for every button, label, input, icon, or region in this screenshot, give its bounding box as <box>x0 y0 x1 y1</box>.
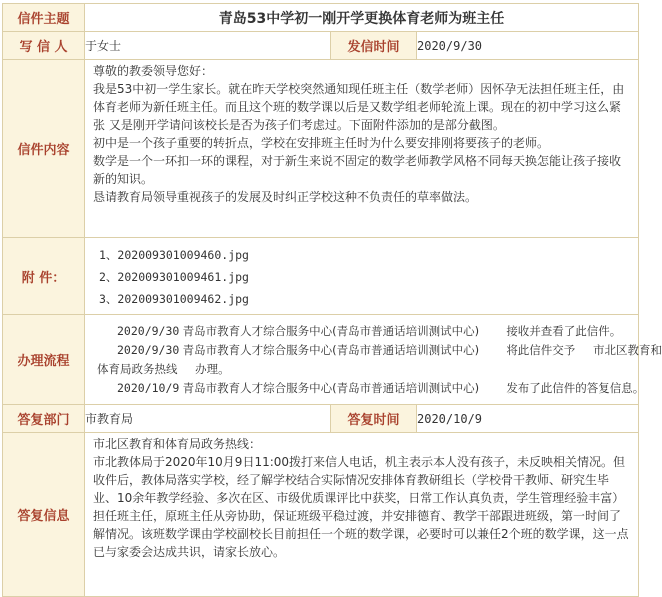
reply-dept: 市教育局 <box>85 405 331 433</box>
process-org: 青岛市教育人才综合服务中心(青岛市普通话培训测试中心) <box>182 342 480 357</box>
writer-row <box>3 32 639 60</box>
writer-name: 于女士 <box>85 32 331 60</box>
process-org: 青岛市教育人才综合服务中心(青岛市普通话培训测试中心) <box>182 380 480 395</box>
content-cell <box>85 60 639 238</box>
content-paragraph: 尊敬的教委领导您好： <box>93 64 214 78</box>
process-date: 2020/10/9 <box>117 380 180 395</box>
reply-paragraph: 市北区教育和体育局政务热线： <box>93 437 262 451</box>
content-paragraph: 恳请教育局领导重视孩子的发展及时纠正学校这种不负责任的草率做法。 <box>93 190 478 204</box>
process-cell <box>85 315 662 405</box>
process-target-cont: 体育局政务热线 <box>97 361 178 376</box>
sent-time: 2020/9/30 <box>417 32 639 60</box>
subject-cell <box>85 4 639 32</box>
attachment-link[interactable]: 2、202009301009461.jpg <box>99 270 249 284</box>
reply-info-row <box>3 433 639 597</box>
reply-content <box>85 433 638 565</box>
attachments-label: 附 件： <box>3 238 85 315</box>
reply-dept-label: 答复部门 <box>3 405 85 433</box>
reply-info-label: 答复信息 <box>3 433 85 597</box>
process-step <box>91 379 645 398</box>
content-label: 信件内容 <box>3 60 85 238</box>
process-action: 发布了此信件的答复信息。 <box>506 380 645 395</box>
writer-label: 写 信 人 <box>3 32 85 60</box>
process-step-continued <box>91 360 638 379</box>
content-paragraph: 初中是一个孩子重要的转折点，学校在安排班主任时为什么要安排刚将要孩子的老师。 <box>93 136 550 150</box>
attachments-row <box>3 238 639 315</box>
process-action: 办理。 <box>195 361 230 376</box>
sent-time-label: 发信时间 <box>331 32 417 60</box>
reply-paragraph: 市北教体局于2020年10月9日11:00拨打来信人电话，机主表示本人没有孩子，未反映相关情况。但收件后，教体局落实学校，经了解学校结合实际情况安排体育教研组长（学校骨干教师、研究生毕业、10余年教学经验、多次在区、市级优质课评比中获奖，日常工作认真负责，学生管理经验丰富）担任班主任，原班主任从旁协助，保证班级平稳过渡，并安排德育、教学干部跟进班级，第一时间了解情况。该班数学课由学校副校长目前担任一个班的数学课，必要时可以兼任2个班的数学课，这一点已与家委会达成共识，请家长放心。 <box>93 455 629 559</box>
process-date: 2020/9/30 <box>117 342 180 357</box>
letter-table <box>2 3 662 597</box>
process-step <box>91 322 638 341</box>
attachment-list <box>85 238 638 314</box>
process-org: 青岛市教育人才综合服务中心(青岛市普通话培训测试中心) <box>182 323 480 338</box>
attachment-link[interactable]: 1、202009301009460.jpg <box>99 248 249 262</box>
reply-time-label: 答复时间 <box>331 405 417 433</box>
subject-label: 信件主题 <box>3 4 85 32</box>
process-target: 市北区教育和 <box>592 342 662 357</box>
attachment-link[interactable]: 3、202009301009462.jpg <box>99 292 249 306</box>
process-list <box>85 318 662 402</box>
process-date: 2020/9/30 <box>117 323 180 338</box>
process-action: 接收并查看了此信件。 <box>506 323 622 338</box>
process-label: 办理流程 <box>3 315 85 405</box>
reply-info-cell <box>85 433 639 597</box>
content-row <box>3 60 639 238</box>
process-action: 将此信件交予 <box>506 342 576 357</box>
letter-subject: 青岛53中学初一刚开学更换体育老师为班主任 <box>218 10 505 27</box>
reply-time: 2020/10/9 <box>417 405 639 433</box>
process-row <box>3 315 639 405</box>
subject-row <box>3 4 639 32</box>
content-paragraph: 数学是一个一环扣一环的课程，对于新生来说不固定的数学老师教学风格不同每天换怎能让孩子接收新的知识。 <box>93 154 622 186</box>
letter-content <box>85 60 638 210</box>
attachments-cell <box>85 238 639 315</box>
process-step <box>91 341 662 360</box>
reply-dept-row <box>3 405 639 433</box>
content-paragraph: 我是53中初一学生家长。就在昨天学校突然通知现任班主任（数学老师）因怀孕无法担任班主任，由体育老师为新任班主任。而且这个班的数学课以后是又数学组老师轮流上课。现在的初中学习这么紧张 又是刚开学请问该校长是否为孩子们考虑过。下面附件添加的是部分截图。 <box>93 82 625 132</box>
